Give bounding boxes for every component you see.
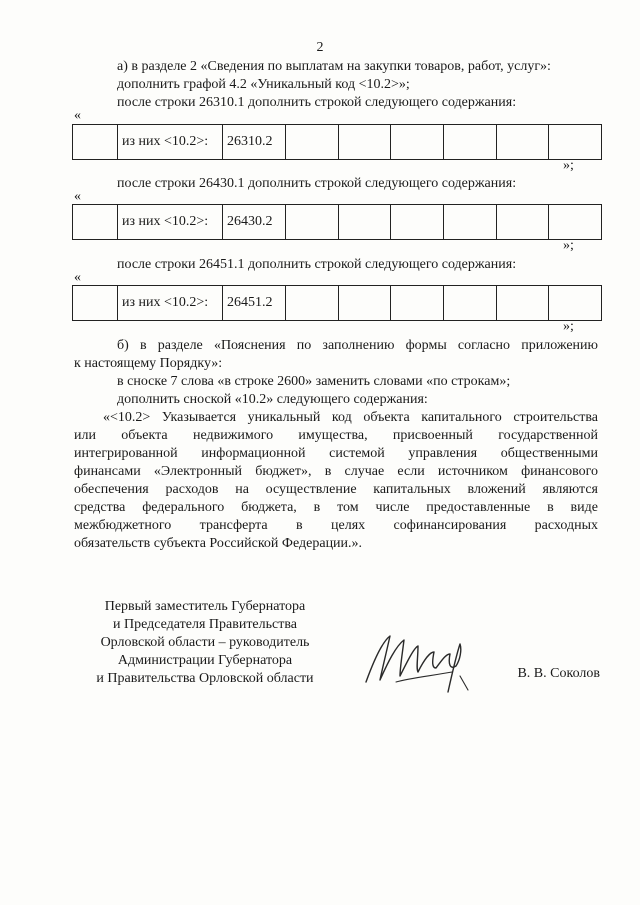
empty-cell <box>549 286 602 321</box>
row-label-cell: из них <10.2>: <box>118 286 223 321</box>
footnote-line: обязательств субъекта Российской Федерации.». <box>74 536 363 551</box>
item-a-line2: дополнить графой 4.2 «Уникальный код <10.2>»; <box>117 77 410 92</box>
empty-cell <box>549 125 602 160</box>
empty-cell <box>73 286 118 321</box>
row-code-cell: 26430.2 <box>223 205 286 240</box>
footnote-line: или объекта недвижимого имущества, присвоенный государственной <box>74 428 598 443</box>
empty-cell <box>73 125 118 160</box>
position-line: Администрации Губернатора <box>117 653 293 668</box>
inserted-row-table-2 <box>72 204 602 240</box>
footnote-line: обеспечения расходов на осуществление капитальных вложений являются <box>74 482 598 497</box>
item-b-line3: в сноске 7 слова «в строке 2600» заменить словами «по строкам»; <box>117 374 511 389</box>
quote-open-3: « <box>74 270 81 285</box>
empty-cell <box>391 125 444 160</box>
item-a-line1: а) в разделе 2 «Сведения по выплатам на закупки товаров, работ, услуг»: <box>117 59 551 74</box>
quote-close-2: »; <box>563 238 574 253</box>
position-line: и Председателя Правительства <box>112 617 297 632</box>
empty-cell <box>73 205 118 240</box>
signatory-name: В. В. Соколов <box>517 666 600 681</box>
handwritten-signature <box>360 620 480 700</box>
signatory-position <box>60 598 350 688</box>
footnote-line: финансами «Электронный бюджет», в случае если источником финансового <box>74 464 598 479</box>
empty-cell <box>496 125 549 160</box>
item-b-line4: дополнить сноской «10.2» следующего содержания: <box>117 392 428 407</box>
inserted-row-table-3 <box>72 285 602 321</box>
row-code-cell: 26451.2 <box>223 286 286 321</box>
quote-open-2: « <box>74 189 81 204</box>
inserted-row-table-1 <box>72 124 602 160</box>
item-b-line1: б) в разделе «Пояснения по заполнению формы согласно приложению <box>117 338 598 353</box>
item-b-line2: к настоящему Порядку»: <box>74 356 223 371</box>
page-number: 2 <box>316 40 324 55</box>
quote-open-1: « <box>74 108 81 123</box>
row-code-cell: 26310.2 <box>223 125 286 160</box>
after-row-instruction-3: после строки 26451.1 дополнить строкой следующего содержания: <box>117 257 517 272</box>
empty-cell <box>391 286 444 321</box>
position-line: Первый заместитель Губернатора <box>104 599 306 614</box>
footnote-line: межбюджетного трансферта в целях софинансирования расходных <box>74 518 598 533</box>
empty-cell <box>496 205 549 240</box>
empty-cell <box>549 205 602 240</box>
empty-cell <box>286 125 339 160</box>
footnote-line: «<10.2> Указывается уникальный код объекта капитального строительства <box>103 410 598 425</box>
empty-cell <box>443 125 496 160</box>
row-label-cell: из них <10.2>: <box>118 205 223 240</box>
position-line: Орловской области – руководитель <box>100 635 310 650</box>
empty-cell <box>391 205 444 240</box>
empty-cell <box>443 286 496 321</box>
empty-cell <box>286 286 339 321</box>
footnote-line: средства федерального бюджета, в том числе предоставленные в виде <box>74 500 598 515</box>
empty-cell <box>338 205 391 240</box>
position-line: и Правительства Орловской области <box>96 671 314 686</box>
empty-cell <box>286 205 339 240</box>
empty-cell <box>338 125 391 160</box>
empty-cell <box>496 286 549 321</box>
empty-cell <box>338 286 391 321</box>
quote-close-1: »; <box>563 158 574 173</box>
row-label-cell: из них <10.2>: <box>118 125 223 160</box>
after-row-instruction-2: после строки 26430.1 дополнить строкой следующего содержания: <box>117 176 517 191</box>
after-row-instruction-1: после строки 26310.1 дополнить строкой следующего содержания: <box>117 95 517 110</box>
quote-close-3: »; <box>563 319 574 334</box>
empty-cell <box>443 205 496 240</box>
footnote-line: интегрированной информационной системой управления общественными <box>74 446 598 461</box>
